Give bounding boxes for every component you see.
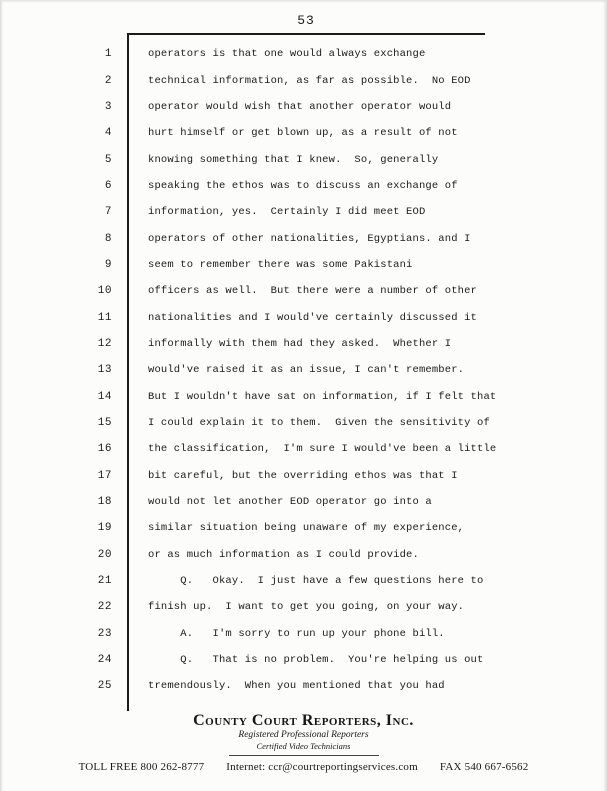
line-text: seem to remember there was some Pakistani [148, 258, 413, 271]
line-text: similar situation being unaware of my experience, [148, 522, 465, 535]
transcript-line [0, 542, 607, 568]
line-text: knowing something that I knew. So, generally [148, 153, 439, 166]
line-number: 9 [104, 258, 112, 271]
header-rule [127, 33, 485, 35]
transcript-line [0, 173, 607, 199]
transcript-line [0, 67, 607, 93]
transcript-body [0, 41, 607, 700]
line-text: officers as well. But there were a number of other [148, 285, 478, 298]
line-text: informally with them had they asked. Whether I [148, 337, 452, 350]
line-number: 1 [104, 48, 112, 61]
transcript-line [0, 120, 607, 146]
line-number: 5 [104, 153, 112, 166]
line-text: tremendously. When you mentioned that you had [148, 680, 445, 693]
line-text: Q. That is no problem. You're helping us out [148, 654, 484, 667]
line-number: 7 [104, 206, 112, 219]
transcript-line [0, 515, 607, 541]
internet-email: Internet: ccr@courtreportingservices.com [226, 761, 418, 773]
transcript-line [0, 331, 607, 357]
transcript-line [0, 146, 607, 172]
transcript-line [0, 41, 607, 67]
line-number: 4 [104, 127, 112, 140]
line-text: or as much information as I could provide. [148, 548, 419, 561]
line-number: 24 [97, 654, 112, 667]
line-number: 25 [97, 680, 112, 693]
transcript-line [0, 383, 607, 409]
page-number: 53 [297, 13, 315, 28]
transcript-line [0, 489, 607, 515]
line-number: 21 [97, 575, 112, 588]
transcript-line [0, 304, 607, 330]
line-number: 20 [97, 548, 112, 561]
line-text: finish up. I want to get you going, on your way. [148, 601, 465, 614]
transcript-line [0, 594, 607, 620]
line-text: operators of other nationalities, Egyptians. and I [148, 232, 471, 245]
transcript-line [0, 199, 607, 225]
line-number: 11 [97, 311, 112, 324]
line-text: would've raised it as an issue, I can't remember. [148, 364, 465, 377]
line-number: 2 [104, 74, 112, 87]
line-number: 12 [97, 337, 112, 350]
fax-number: FAX 540 667-6562 [439, 761, 529, 773]
line-text: operators is that one would always exchange [148, 48, 426, 61]
line-number: 19 [97, 522, 112, 535]
transcript-line [0, 568, 607, 594]
transcript-line [0, 278, 607, 304]
line-text: the classification, I'm sure I would've been a little [148, 443, 497, 456]
line-text: information, yes. Certainly I did meet EOD [148, 206, 426, 219]
line-text: I could explain it to them. Given the sensitivity of [148, 416, 490, 429]
footer-subtitle-technicians: Certified Video Technicians [256, 741, 351, 751]
transcript-line [0, 225, 607, 251]
line-text: nationalities and I would've certainly discussed it [148, 311, 478, 324]
line-number: 18 [97, 496, 112, 509]
transcript-line [0, 673, 607, 699]
scan-edge-artifact [0, 0, 607, 3]
transcript-line [0, 252, 607, 278]
line-text: would not let another EOD operator go into a [148, 496, 432, 509]
line-text: Q. Okay. I just have a few questions here to [148, 575, 484, 588]
contact-line [0, 761, 607, 773]
line-number: 10 [97, 285, 112, 298]
line-number: 6 [104, 179, 112, 192]
line-text: operator would wish that another operator would [148, 100, 452, 113]
line-text: A. I'm sorry to run up your phone bill. [148, 627, 445, 640]
line-number: 3 [104, 100, 112, 113]
transcript-line [0, 463, 607, 489]
line-number: 8 [104, 232, 112, 245]
line-text: But I wouldn't have sat on information, if I felt that [148, 390, 497, 403]
company-name: County Court Reporters, Inc. [193, 712, 414, 729]
footer-subtitle-reporters: Registered Professional Reporters [238, 730, 369, 740]
line-number: 16 [97, 443, 112, 456]
line-text: speaking the ethos was to discuss an exchange of [148, 179, 458, 192]
line-number: 14 [97, 390, 112, 403]
reporter-footer [0, 712, 607, 773]
line-text: technical information, as far as possible. No EOD [148, 74, 471, 87]
line-text: hurt himself or get blown up, as a result of not [148, 127, 458, 140]
line-number: 17 [97, 469, 112, 482]
transcript-line [0, 410, 607, 436]
line-number: 22 [97, 601, 112, 614]
transcript-line [0, 94, 607, 120]
footer-rule [229, 755, 379, 756]
transcript-line [0, 647, 607, 673]
transcript-line [0, 621, 607, 647]
tollfree-number: TOLL FREE 800 262-8777 [78, 761, 205, 773]
transcript-line [0, 357, 607, 383]
line-text: bit careful, but the overriding ethos was that I [148, 469, 458, 482]
line-number: 23 [97, 627, 112, 640]
line-number: 15 [97, 416, 112, 429]
transcript-line [0, 436, 607, 462]
line-number: 13 [97, 364, 112, 377]
